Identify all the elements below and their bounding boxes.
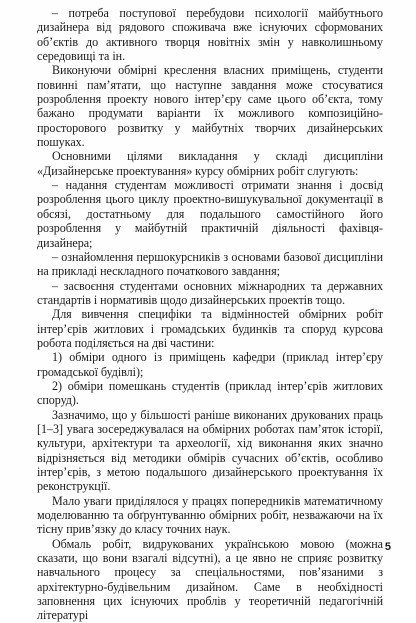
list-item-standards: – засвоєння студентами основних міжнародних та державних стандартів і нормативів щодо дизайнерських проектів тощо. xyxy=(37,278,383,307)
paragraph-ukrainian-works: Обмаль робіт, видрукованих українською мовою (можна сказати, що вони взагалі відсутні), а це явно не сприяє розвитку навчального процесу за спеціальностями, пов’язаними з архітектурно-будівельним дизайном. Саме в необхідності заповнення цих існуючих проблів у теоретичній педагогічній літературі xyxy=(37,536,383,623)
paragraph-math-modeling: Мало уваги приділялося у працях попередників математичному моделюванню та обґрунтуванню обмірних робіт, незважаючи на їх тісну прив’язку до класу точних наук. xyxy=(37,493,383,537)
paragraph-two-parts: Для вивчення специфіки та відмінностей обмірних робіт інтер’єрів житлових і громадських будинків та споруд курсова робота поділяється на дві частини: xyxy=(37,307,383,350)
paragraph-own-premises: Виконуючи обмірні креслення власних приміщень, студенти повинні пам’ятати, що наступне завдання може стосуватися розроблення проекту нового інтер’єру саме цього об’єкта, тому бажано продумати варіанти їх можливого композиційно-просторового розвитку у майбутніх творчих дизайнерських пошуках. xyxy=(37,63,383,150)
list-item-student-homes: 2) обміри помешкань студентів (приклад інтер’єрів житлових споруд). xyxy=(37,378,383,408)
paragraph-main-goals: Основними цілями викладання у складі дисципліни «Дизайнерське проектування» курсу обмірних робіт слугують: xyxy=(37,149,383,178)
list-item-department-room: 1) обміри одного із приміщень кафедри (приклад інтер’єру громадської будівлі); xyxy=(37,350,383,379)
paragraph-psychology-shift: – потреба поступової перебудови психології майбутнього дизайнера від рядового споживача вже існуючих сформованих об’єктів до активного творця новітніх змін у навколишньому середовищі та ін. xyxy=(37,6,383,64)
page-number: 5 xyxy=(384,541,391,553)
list-item-knowledge: – надання студентам можливості отримати знання і досвід розроблення цього циклу проектно-вишукувальної документації в обсязі, достатньому для подальшого самостійного його розроблення у майбутній практичній діяльності фахівця-дизайнера; xyxy=(37,178,383,250)
list-item-introduction: – ознайомлення першокурсників з основами базової дисципліни на прикладі нескладного початкового завдання; xyxy=(37,249,383,279)
paragraph-previous-works: Зазначимо, що у більшості раніше виконаних друкованих праць [1–3] увага зосереджувалася на обмірних роботах пам’яток історії, культури, архітектури та археології, хід виконання яких значно відрізняється від методики обмірів сучасних об’єктів, особливо інтер’єрів, з метою подальшого дизайнерського проектування їх реконструкції. xyxy=(37,407,383,494)
body-text xyxy=(37,6,383,623)
